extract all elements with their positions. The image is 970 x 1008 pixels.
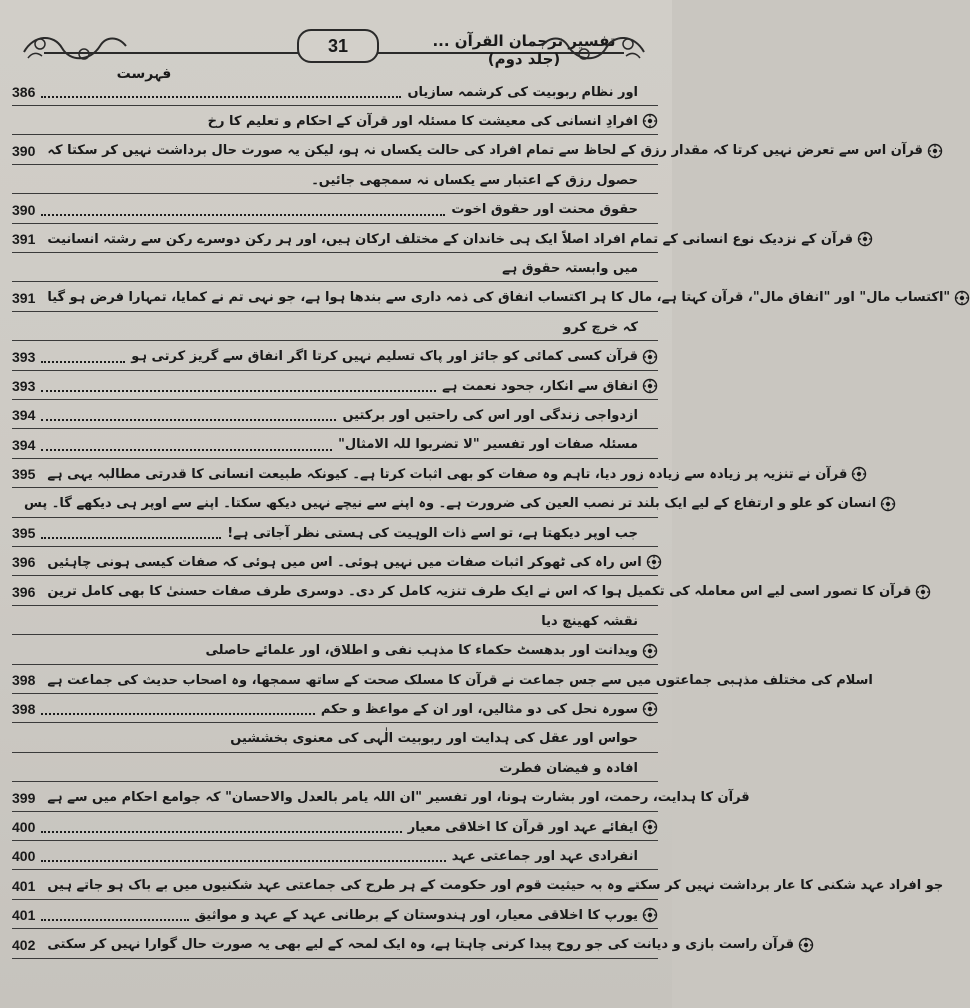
- toc-entry-text: ویدانت اور بدھسٹ حکماء کا مذہب نفی و اطلاق، اور علمائے حاصلی: [205, 643, 638, 659]
- flower-bullet-icon: [642, 113, 658, 129]
- flower-bullet-icon: [642, 172, 658, 188]
- toc-page-number: 399: [12, 789, 36, 806]
- toc-entry: [12, 521, 658, 545]
- toc-page-number: 400: [12, 848, 36, 865]
- toc-entry-text: میں وابستہ حقوق ہے: [502, 260, 638, 276]
- flower-bullet-icon: [642, 701, 658, 717]
- toc-entry-text: انسان کو علو و ارتفاع کے لیے ایک بلند تر نصب العین کی ضرورت ہے۔ وہ اپنے سے نیچے نہیں دیکھ سکتا۔ اپنے سے اوپر ہی دیکھے گا۔ پس: [24, 496, 877, 512]
- flower-bullet-icon: [642, 319, 658, 335]
- toc-page-number: 395: [12, 525, 36, 541]
- dot-leader: [41, 860, 445, 862]
- toc-entry-text: حقوق محنت اور حقوق اخوت: [451, 202, 638, 218]
- toc-page-number: 390: [12, 201, 36, 218]
- flower-bullet-icon: [642, 525, 658, 541]
- row-divider: [12, 311, 658, 312]
- row-divider: [12, 693, 658, 694]
- toc-page-number: 390: [12, 142, 36, 159]
- toc-entry: [12, 903, 658, 927]
- toc-entry: [12, 403, 658, 427]
- row-divider: [12, 634, 658, 635]
- toc-entry-text: کہ خرچ کرو: [563, 319, 638, 335]
- toc-entry-text: افرادِ انسانی کی معیشت کا مسئلہ اور قرآن کے احکام و تعلیم کا رخ: [207, 113, 638, 129]
- flower-bullet-icon: [857, 231, 873, 247]
- toc-entry: [12, 315, 658, 339]
- dot-leader: [41, 361, 125, 363]
- flower-bullet-icon: [642, 848, 658, 864]
- dot-leader: [41, 214, 445, 216]
- toc-page-number: 398: [12, 701, 36, 718]
- row-divider: [12, 458, 658, 459]
- toc-entry: [12, 580, 912, 604]
- toc-entry: [12, 139, 923, 163]
- flower-bullet-icon: [646, 554, 662, 570]
- row-divider: [12, 487, 658, 488]
- flower-bullet-icon: [798, 937, 814, 953]
- row-divider: [12, 958, 658, 959]
- toc-entry: [12, 168, 658, 192]
- toc-entry: [12, 786, 750, 810]
- toc-entry: [12, 668, 873, 692]
- toc-page-number: 401: [12, 877, 36, 894]
- row-divider: [12, 869, 658, 870]
- dot-leader: [41, 449, 332, 451]
- row-divider: [12, 840, 658, 841]
- flower-bullet-icon: [642, 202, 658, 218]
- row-divider: [12, 781, 658, 782]
- flower-bullet-icon: [947, 878, 963, 894]
- row-divider: [12, 546, 658, 547]
- toc-page-number: 396: [12, 554, 36, 571]
- row-divider: [12, 664, 658, 665]
- toc-entry-text: ایفائے عہد اور قرآن کا اخلاقی معیار: [407, 819, 638, 835]
- toc-entry-text: افادہ و فیضان فطرت: [499, 760, 638, 776]
- flower-bullet-icon: [927, 143, 943, 159]
- flower-bullet-icon: [642, 613, 658, 629]
- toc-entry-text: قرآن نے تنزیہ پر زیادہ سے زیادہ زور دیا، تاہم وہ صفات کو بھی اثبات کرتا ہے۔ کیونکہ طبیعت انسانی کا قدرتی مطالبہ یہی ہے: [47, 466, 848, 482]
- row-divider: [12, 193, 658, 194]
- toc-entry-text: قرآن کسی کمائی کو جائز اور پاک تسلیم نہیں کرتا اگر انفاق سے گریز کرتی ہو: [131, 349, 638, 365]
- toc-entry: [12, 345, 658, 369]
- toc-entry-text: اس راہ کی ٹھوکر اثبات صفات میں نہیں ہوئی۔ اس میں ہوئی کہ صفات کیسی ہونی چاہئیں: [47, 554, 642, 570]
- row-divider: [12, 105, 658, 106]
- toc-entry-text: جو افراد عہد شکنی کا عار برداشت نہیں کر سکتے وہ بہ حیثیت قوم اور حکومت کے ہر طرح کی جماعتی عہد شکنیوں میں بے باک ہو جاتے ہیں: [47, 878, 944, 894]
- row-divider: [12, 399, 658, 400]
- toc-page-number: 391: [12, 289, 36, 306]
- dot-leader: [41, 419, 336, 421]
- toc-entry-text: اسلام کی مختلف مذہبی جماعتوں میں سے جس جماعت نے قرآن کا مسلک صحت کے ساتھ سمجھا، وہ اصحاب حدیث کی جماعت ہے: [47, 672, 873, 688]
- page-number: 31: [297, 29, 379, 63]
- toc-entry: [12, 198, 658, 222]
- toc-page-number: 391: [12, 231, 36, 247]
- flower-bullet-icon: [877, 672, 893, 688]
- toc-page-number: 401: [12, 907, 36, 924]
- row-divider: [12, 164, 658, 165]
- toc-entry-text: انفاق سے انکار، جحود نعمت ہے: [442, 378, 638, 394]
- toc-entry: [12, 109, 658, 133]
- toc-entry: [12, 227, 854, 251]
- toc-entry-text: حصول رزق کے اعتبار سے یکساں نہ سمجھی جائیں۔: [311, 172, 638, 188]
- book-title: تفسیر ترجمان القرآن ... (جلد دوم): [432, 32, 616, 68]
- toc-entry-text: جب اوپر دیکھتا ہے، تو اسے ذات الوہیت کی ہستی نظر آجاتی ہے!: [227, 525, 638, 541]
- row-divider: [12, 134, 658, 135]
- dot-leader: [41, 713, 315, 715]
- toc-page-number: 396: [12, 583, 36, 600]
- flower-bullet-icon: [642, 760, 658, 776]
- row-divider: [12, 811, 658, 812]
- toc-entry-text: سورہ نحل کی دو مثالیں، اور ان کے مواعظ و حکم: [320, 701, 638, 717]
- row-divider: [12, 428, 658, 429]
- toc-page-number: 393: [12, 378, 36, 394]
- flower-bullet-icon: [642, 437, 658, 453]
- toc-entry-text: نقشہ کھینچ دیا: [541, 613, 638, 629]
- toc-entry: [12, 815, 658, 839]
- flower-bullet-icon: [642, 349, 658, 365]
- row-divider: [12, 899, 658, 900]
- toc-entry-text: یورپ کا اخلاقی معیار، اور ہندوستان کے برطانی عہد کے عہد و مواثیق: [194, 907, 638, 923]
- toc-page-number: 400: [12, 819, 36, 835]
- row-divider: [12, 223, 658, 224]
- toc-entry: [12, 844, 658, 868]
- row-divider: [12, 605, 658, 606]
- toc-entry: [12, 374, 658, 398]
- row-divider: [12, 370, 658, 371]
- flower-bullet-icon: [915, 584, 931, 600]
- toc-entry: [12, 462, 848, 486]
- toc-entry-text: اور نظام ربوبیت کی کرشمہ سازیاں: [407, 84, 638, 100]
- toc-entry: [12, 609, 658, 633]
- toc-entry: [12, 492, 877, 516]
- row-divider: [12, 575, 658, 576]
- flower-bullet-icon: [642, 260, 658, 276]
- flower-bullet-icon: [642, 407, 658, 423]
- dot-leader: [41, 96, 401, 98]
- toc-page-number: 386: [12, 84, 36, 100]
- flower-bullet-icon: [880, 496, 896, 512]
- toc-entry-text: ازدواجی زندگی اور اس کی راحتیں اور برکتیں: [342, 407, 638, 423]
- flower-bullet-icon: [642, 731, 658, 747]
- toc-entry: [12, 286, 951, 310]
- section-title: فہرست: [116, 66, 172, 82]
- toc-entry: [12, 433, 658, 457]
- row-divider: [12, 517, 658, 518]
- toc-entry: [12, 933, 795, 957]
- row-divider: [12, 928, 658, 929]
- toc-entry-text: قرآن کا تصور اسی لیے اس معاملہ کی تکمیل ہوا کہ اس نے ایک طرف تنزیہ کامل کر دی۔ دوسری طرف صفات حسنیٰ کا بھی کامل ترین: [47, 584, 912, 600]
- flower-bullet-icon: [642, 84, 658, 100]
- dot-leader: [41, 919, 188, 921]
- toc-entry-text: مسئلہ صفات اور تفسیر "لا تضربوا للہ الامثال": [338, 437, 638, 453]
- toc-entry: [12, 80, 658, 104]
- toc-entry-text: "اکتساب مال" اور "انفاق مال"، قرآن کہتا ہے، مال کا ہر اکتساب انفاق کی ذمہ داری سے بندھا ہوا ہے، جو نہی تم نے کمایا، تمہارا فرض ہو گیا: [47, 290, 951, 306]
- toc-entry-text: حواس اور عقل کی ہدایت اور ربوبیت الٰہی کی معنوی بخششیں: [230, 731, 638, 747]
- toc-entry: [12, 256, 658, 280]
- toc-page-number: 394: [12, 436, 36, 453]
- toc-page-number: 394: [12, 407, 36, 424]
- row-divider: [12, 281, 658, 282]
- toc-entry-text: قرآن اس سے تعرض نہیں کرتا کہ مقدار رزق کے لحاظ سے تمام افراد کی حالت یکساں نہ ہو، لیکن یہ صورت حال برداشت نہیں کر سکتا کہ: [47, 143, 923, 159]
- toc-entry-text: قرآن راست بازی و دیانت کی جو روح پیدا کرنی چاہتا ہے، وہ ایک لمحہ کے لیے بھی یہ صورت حال گوارا نہیں کر سکتی: [47, 937, 795, 953]
- toc-entry: [12, 874, 944, 898]
- flower-bullet-icon: [851, 466, 867, 482]
- toc-entry: [12, 756, 658, 780]
- row-divider: [12, 752, 658, 753]
- toc-page-number: 398: [12, 672, 36, 688]
- dot-leader: [41, 537, 221, 539]
- toc-entry: [12, 550, 658, 574]
- toc-page-number: 393: [12, 348, 36, 365]
- row-divider: [12, 340, 658, 341]
- toc-entry: [12, 697, 658, 721]
- toc-entry: [12, 727, 658, 751]
- row-divider: [12, 722, 658, 723]
- flower-bullet-icon: [954, 290, 970, 306]
- toc-entry-text: انفرادی عہد اور جماعتی عہد: [451, 848, 638, 864]
- toc-entry-text: قرآن کا ہدایت، رحمت، اور بشارت ہونا، اور تفسیر "ان اللہ یامر بالعدل والاحسان" کہ جوامع احکام میں سے ہے: [47, 790, 750, 806]
- flower-bullet-icon: [754, 790, 770, 806]
- toc-entry-text: قرآن کے نزدیک نوع انسانی کے تمام افراد اصلاً ایک ہی خاندان کے مختلف ارکان ہیں، اور ہر رکن دوسرے رکن سے رشتہ انسانیت: [47, 231, 854, 247]
- dot-leader: [41, 831, 401, 833]
- flower-bullet-icon: [642, 378, 658, 394]
- toc-page-number: 402: [12, 936, 36, 953]
- flower-bullet-icon: [642, 907, 658, 923]
- flower-bullet-icon: [642, 819, 658, 835]
- flower-bullet-icon: [642, 643, 658, 659]
- dot-leader: [41, 390, 436, 392]
- toc-entry: [12, 639, 658, 663]
- toc-page-number: 395: [12, 466, 36, 483]
- row-divider: [12, 252, 658, 253]
